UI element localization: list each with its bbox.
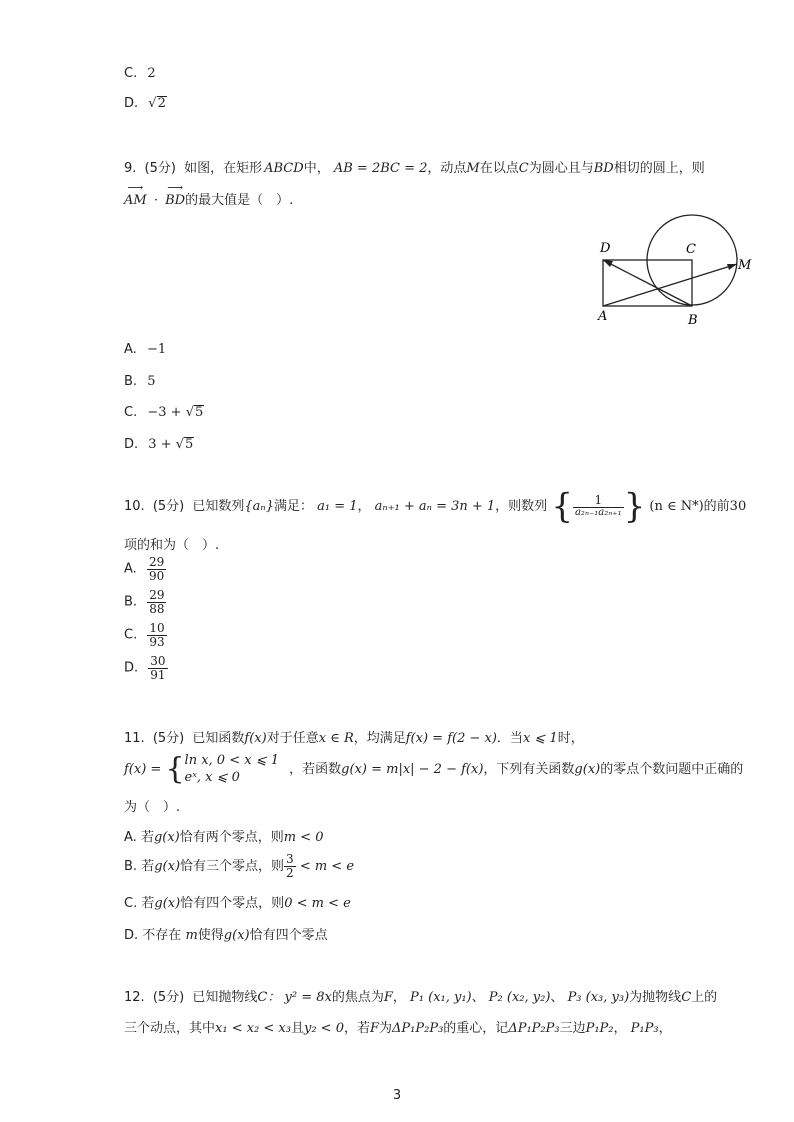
stem-text: 为抛物线 (629, 990, 682, 1005)
label-m: M (738, 258, 752, 273)
question-score: (5分) (152, 499, 185, 514)
stem-text: 满足： (273, 499, 313, 514)
radicand: 5 (195, 405, 204, 420)
stem-text: ，均满足 (353, 731, 406, 746)
math-domain: x ∈ R (318, 731, 354, 746)
stem-text: ．当 (496, 731, 523, 746)
option-label: C. (124, 66, 138, 81)
q11-option-b (124, 850, 354, 884)
option-text: 若 (140, 830, 154, 845)
q10-option-c (124, 622, 167, 648)
question-number: 9. (124, 161, 137, 176)
option-text: 恰有三个零点，则 (180, 859, 285, 874)
option-label: A. (124, 342, 137, 357)
q12-stem-line-1 (124, 986, 717, 1005)
denominator: a₂ₙ₋₁a₂ₙ₊₁ (574, 507, 622, 519)
stem-text: 时， (557, 731, 584, 746)
option-text: 恰有两个零点，则 (179, 830, 284, 845)
numerator: 1 (573, 494, 624, 508)
option-label: D. (124, 96, 139, 111)
stem-text: 三个动点，其中 (124, 1021, 216, 1036)
math-abcd: ABCD (264, 161, 304, 176)
math-c: C (681, 990, 692, 1005)
denominator: 93 (149, 634, 165, 649)
stem-text: 的最大值是（ ）. (185, 193, 294, 208)
numerator: 29 (149, 588, 165, 602)
option-label: B. (124, 594, 138, 610)
fraction (148, 655, 167, 681)
label-a: A (598, 309, 608, 324)
q9-stem-line-2 (124, 189, 293, 208)
math-condition: < m < e (299, 859, 355, 874)
math-condition-2: aₙ₊₁ + aₙ = 3n + 1 (374, 499, 496, 514)
q10-option-a (124, 556, 166, 582)
option-prefix: 3 + (148, 437, 172, 452)
vector-am: ⟶ AM (124, 193, 147, 208)
math-bd: BD (593, 161, 614, 176)
stem-text: 为圆心且与 (528, 161, 594, 176)
option-label: D. (124, 660, 139, 676)
denominator: 2 (286, 866, 294, 880)
q11-option-c (124, 892, 351, 911)
q9-option-c (124, 405, 204, 420)
q10-stem-line-1 (124, 487, 746, 527)
term-count: 30 (729, 499, 747, 514)
stem-text: 已知函数 (192, 731, 245, 746)
option-text: 使得 (197, 928, 224, 943)
math-condition-1: a₁ = 1 (317, 499, 358, 514)
math-gx: g(x) (153, 830, 180, 845)
stem-text: 对于任意 (266, 731, 319, 746)
stem-text: ，若 (343, 1021, 370, 1036)
math-c: C (518, 161, 529, 176)
question-score: (5分) (152, 731, 185, 746)
option-text: 不存在 (142, 928, 182, 943)
math-gx: g(x) (574, 762, 601, 777)
option-label: D. (124, 928, 139, 943)
radicand: 2 (157, 96, 166, 111)
separator: ， (658, 1021, 672, 1036)
left-brace: { (551, 486, 573, 527)
separator: ， (613, 1021, 627, 1036)
rectangle-circle-figure (590, 210, 760, 335)
numerator: 30 (150, 654, 166, 668)
numerator: 3 (286, 852, 294, 867)
option-prefix: −3 + (147, 405, 182, 420)
math-point-3: P₃ (x₃, y₃) (567, 990, 630, 1005)
denominator: 88 (149, 601, 165, 616)
sqrt-expression: √5 (185, 405, 204, 420)
option-text: 恰有四个零点，则 (180, 896, 285, 911)
math-condition: m < 0 (283, 830, 324, 845)
stem-text: 的前 (703, 499, 730, 514)
math-point-2: P₂ (x₂, y₂) (488, 990, 551, 1005)
math-domain: (n ∈ N*) (649, 499, 704, 514)
stem-text: 的重心，记 (443, 1021, 509, 1036)
stem-text: ，若函数 (289, 762, 342, 777)
q11-stem-line-1 (124, 727, 584, 746)
math-point-1: P₁ (x₁, y₁) (410, 990, 472, 1005)
math-side-2: P₁P₃ (630, 1021, 659, 1036)
separator: ， (392, 990, 406, 1005)
right-brace: } (623, 486, 646, 527)
stem-text: ，则数列 (495, 499, 548, 514)
fraction (147, 622, 166, 648)
stem-text: 已知抛物线 (192, 990, 258, 1005)
math-fx: f(x) (244, 731, 267, 746)
q10-option-b (124, 589, 166, 615)
denominator: 90 (148, 568, 165, 583)
q11-stem-line-2 (124, 752, 743, 788)
stem-text: 相切的圆上，则 (613, 161, 705, 176)
option-label: B. (124, 374, 138, 389)
math-gx: g(x) (154, 896, 181, 911)
vector-bd: ⟶ BD (165, 193, 185, 208)
option-value: −1 (146, 342, 167, 357)
label-b: B (688, 313, 698, 328)
denominator: 91 (150, 667, 166, 682)
q9-option-b (124, 374, 155, 389)
stem-text: 三边 (559, 1021, 586, 1036)
fraction (147, 589, 166, 615)
separator: ， (357, 499, 371, 514)
stem-text: 的零点个数问题中正确的 (600, 762, 744, 777)
option-label: C. (124, 896, 138, 911)
q9-stem-line-1 (124, 157, 705, 176)
stem-text: 项的和为（ ）. (124, 538, 220, 553)
math-fx-eq: f(x) = (124, 762, 162, 777)
math-focus: F (383, 990, 393, 1005)
arrowhead-bd (603, 260, 613, 267)
stem-text: ，动点 (427, 161, 467, 176)
numerator: 10 (149, 621, 165, 635)
q11-stem-line-3 (124, 796, 180, 815)
left-brace: { (165, 751, 185, 787)
option-text: 若 (141, 896, 155, 911)
separator: 、 (550, 990, 564, 1005)
math-condition: AB = 2BC = 2 (333, 161, 428, 176)
fraction (147, 556, 166, 582)
math-gx-definition: g(x) = m|x| − 2 − f(x) (341, 762, 484, 777)
math-triangle: ΔP₁P₂P₃ (508, 1021, 560, 1036)
math-condition: y₂ < 0 (303, 1021, 344, 1036)
option-label: C. (124, 627, 138, 643)
q10-stem-line-2 (124, 534, 219, 553)
q9-option-a (124, 342, 166, 357)
math-focus: F (369, 1021, 380, 1036)
question-score: (5分) (152, 990, 185, 1005)
stem-text: 中， (303, 161, 330, 176)
question-score: (5分) (144, 161, 176, 176)
option-label: D. (124, 437, 139, 452)
math-symmetry: f(x) = f(2 − x) (405, 731, 497, 746)
option-value: 2 (147, 66, 156, 81)
math-condition: x ⩽ 1 (522, 731, 558, 746)
math-gx: g(x) (223, 928, 250, 943)
stem-text: 为（ ）. (124, 800, 181, 815)
math-condition: 0 < m < e (284, 896, 351, 911)
label-d: D (600, 241, 611, 256)
stem-text: 如图，在矩形 (184, 161, 263, 176)
math-sequence: {aₙ} (244, 499, 274, 514)
q11-option-d (124, 924, 328, 943)
math-m: m (185, 928, 198, 943)
piece-row-1: ln x, 0 < x ⩽ 1 (184, 753, 279, 769)
math-triangle: ΔP₁P₂P₃ (392, 1021, 444, 1036)
math-m: M (466, 161, 480, 176)
fraction (284, 853, 296, 879)
math-side-1: P₁P₂ (585, 1021, 614, 1036)
q11-option-a (124, 826, 324, 845)
question-number: 12. (124, 990, 145, 1005)
radicand: 5 (185, 437, 194, 452)
math-curve: C： (257, 990, 281, 1005)
stem-text: 上的 (691, 990, 718, 1005)
piecewise-definition (185, 753, 279, 786)
question-number: 10. (124, 499, 145, 514)
separator: 、 (471, 990, 485, 1005)
q10-option-d (124, 655, 168, 681)
q8-option-d (124, 96, 167, 111)
numerator: 29 (148, 555, 165, 569)
q9-option-d (124, 437, 194, 452)
question-number: 11. (124, 731, 145, 746)
sqrt-expression: √2 (148, 96, 166, 111)
stem-text: 且 (290, 1021, 304, 1036)
math-equation: y² = 8x (284, 990, 332, 1005)
q12-stem-line-2 (124, 1017, 672, 1036)
label-c: C (686, 242, 696, 257)
stem-text: 已知数列 (192, 499, 245, 514)
stem-text: ，下列有关函数 (483, 762, 575, 777)
math-gx: g(x) (154, 859, 181, 874)
option-text: 若 (141, 859, 155, 874)
option-label: B. (124, 859, 138, 874)
option-label: A. (124, 830, 137, 845)
dot-operator: · (153, 193, 158, 208)
option-label: C. (124, 405, 138, 420)
option-label: A. (124, 561, 137, 577)
piece-row-2: eˣ, x ⩽ 0 (184, 769, 240, 785)
stem-text: 为 (379, 1021, 393, 1036)
q8-option-c (124, 66, 156, 81)
option-value: 5 (147, 374, 156, 389)
fraction (573, 494, 624, 518)
stem-text: 的焦点为 (331, 990, 384, 1005)
sqrt-expression: √5 (175, 437, 194, 452)
math-order: x₁ < x₂ < x₃ (215, 1021, 291, 1036)
stem-text: 在以点 (479, 161, 519, 176)
page-number: 3 (392, 1088, 402, 1103)
option-text: 恰有四个零点 (249, 928, 328, 943)
